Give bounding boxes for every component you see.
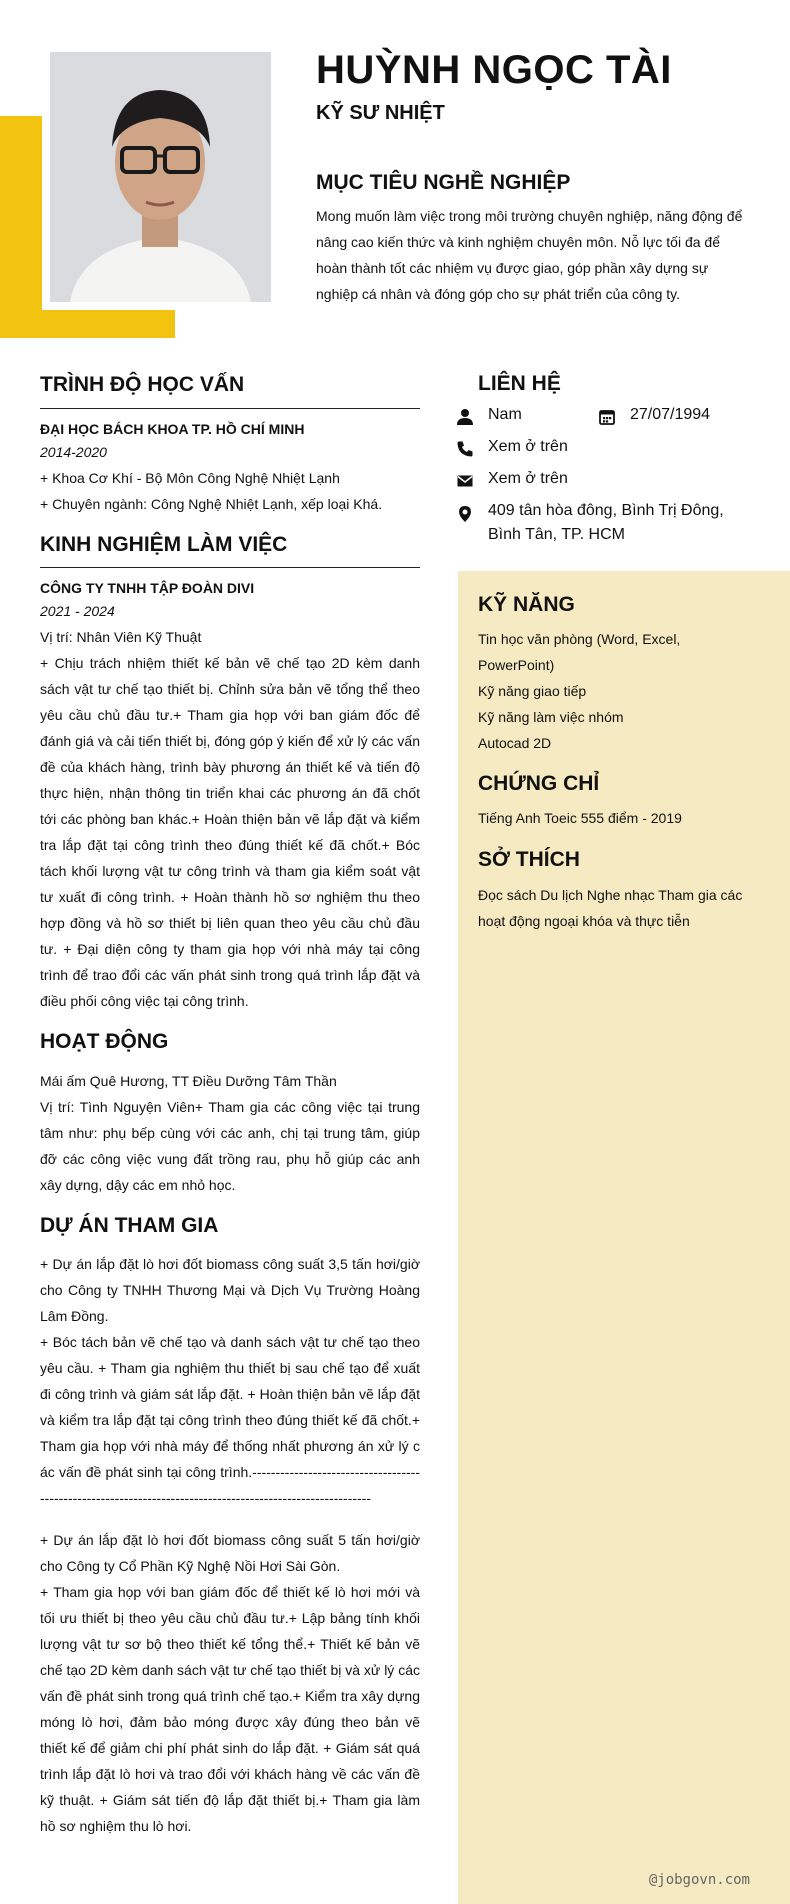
sidebar-panel <box>458 571 790 1904</box>
education-detail-2: + Chuyên ngành: Công Nghệ Nhiệt Lạnh, xếp loại Khá. <box>40 496 383 512</box>
experience-position: Vị trí: Nhân Viên Kỹ Thuật <box>40 629 202 645</box>
contact-gender: Nam <box>488 406 522 423</box>
education-heading: TRÌNH ĐỘ HỌC VẤN <box>40 373 245 396</box>
project-1-title: + Dự án lắp đặt lò hơi đốt biomass công suất 3,5 tấn hơi/giờ cho Công ty TNHH Thương Mại và Dịch Vụ Trường Hoàng Lâm Đồng. <box>40 1256 420 1324</box>
objective-heading: MỤC TIÊU NGHỀ NGHIỆP <box>316 171 571 194</box>
contact-phone: Xem ở trên <box>488 438 568 455</box>
watermark: @jobgovn.com <box>648 1872 750 1888</box>
activities-org: Mái ấm Quê Hương, TT Điều Dưỡng Tâm Thần <box>40 1073 337 1089</box>
projects-heading: DỰ ÁN THAM GIA <box>40 1214 219 1237</box>
mail-icon <box>456 472 474 490</box>
activities-heading: HOẠT ĐỘNG <box>40 1030 169 1053</box>
education-detail-1: + Khoa Cơ Khí - Bộ Môn Công Nghệ Nhiệt Lạnh <box>40 470 340 486</box>
accent-block <box>0 116 42 338</box>
activities-description: Vị trí: Tình Nguyện Viên+ Tham gia các công việc tại trung tâm như: phụ bếp cùng với các anh, chị tại trung tâm, giúp đỡ các công việc vung đất trồng rau, phụ hỗ giúp các anh xây dựng, dậy các em nhỏ học. <box>40 1099 420 1193</box>
education-period: 2014-2020 <box>40 444 107 460</box>
candidate-name: HUỲNH NGỌC TÀI <box>316 48 672 92</box>
divider <box>40 567 420 568</box>
project-2-title: + Dự án lắp đặt lò hơi đốt biomass công suất 5 tấn hơi/giờ cho Công ty Cổ Phần Kỹ Nghệ Nồi Hơi Sài Gòn. <box>40 1532 420 1574</box>
contact-email: Xem ở trên <box>488 470 568 487</box>
skills-heading: KỸ NĂNG <box>478 593 575 616</box>
location-pin-icon <box>456 505 474 523</box>
certificate-item: Tiếng Anh Toeic 555 điểm - 2019 <box>478 810 682 826</box>
certificates-heading: CHỨNG CHỈ <box>478 772 600 795</box>
contact-address: 409 tân hòa đông, Bình Trị Đông, Bình Tân, TP. HCM <box>488 502 724 543</box>
accent-bar <box>0 310 175 338</box>
contact-heading: LIÊN HỆ <box>478 372 561 395</box>
calendar-icon <box>598 408 616 426</box>
skills-list <box>478 626 718 756</box>
experience-description: + Chịu trách nhiệm thiết kế bản vẽ chế tạo 2D kèm danh sách vật tư chế tạo thiết bị. Chỉnh sửa bản vẽ tổng thể theo yêu cầu chủ đầu tư.+ Tham gia họp với ban giám đốc để đánh giá và cải tiến thiết bị, đóng góp ý kiến để xử lý các vấn đề của khách hàng, trình bày phương án thiết kế và tiến độ thực hiện, nhận thông tin triển khai các phương án đã chốt tới các phòng ban khác.+ Hoàn thiện bản vẽ lắp đặt và kiểm tra lắp đặt tại công trình theo đúng thiết kế đã chốt.+ Bóc tách khối lượng vật tư công trình và tham gia kiểm soát vật tư xuất đi công trình. + Hoàn thành hồ sơ nghiệm thu theo hợp đồng và hồ sơ thiết bị liên quan theo yêu cầu chủ đầu tư. + Đại diện công ty tham gia họp với nhà máy tại công trình để trao đổi các vấn phát sinh trong quá trình lắp đặt và điều phối công việc tại công trình. <box>40 655 420 1009</box>
objective-text: Mong muốn làm việc trong môi trường chuyên nghiệp, năng động để nâng cao kiến thức và kinh nghiệm chuyên môn. Nỗ lực tối đa để hoàn thành tốt các nhiệm vụ được giao, góp phần xây dựng sự nghiệp cá nhân và đóng góp cho sự phát triển của công ty. <box>316 208 743 302</box>
project-2-detail: + Tham gia họp với ban giám đốc để thiết kế lò hơi mới và tối ưu thiết bị theo yêu cầu chủ đầu tư.+ Lập bảng tính khối lượng vật tư sơ bộ theo thiết kế tổng thể.+ Thiết kế bản vẽ chế tạo 2D kèm danh sách vật tư chế tạo thiết bị và xử lý các vấn đề phát sinh trong quá trình chế tạo.+ Kiểm tra xây dựng móng lò hơi, đảm bảo móng được xây đúng theo bản vẽ thiết kế để giảm chi phí phát sinh do lắp đặt. + Giám sát quá trình lắp đặt lò hơi và trao đổi với khách hàng về các vấn đề kỹ thuật. + Giám sát tiến độ lắp đặt thiết bị.+ Tham gia làm hồ sơ nghiệm thu lò hơi. <box>40 1584 420 1834</box>
experience-company: CÔNG TY TNHH TẬP ĐOÀN DIVI <box>40 580 255 596</box>
skill-item: Kỹ năng làm việc nhóm <box>478 709 624 725</box>
education-school: ĐẠI HỌC BÁCH KHOA TP. HỒ CHÍ MINH <box>40 421 305 437</box>
experience-heading: KINH NGHIỆM LÀM VIỆC <box>40 533 288 556</box>
contact-birthday: 27/07/1994 <box>630 406 711 423</box>
hobbies-heading: SỞ THÍCH <box>478 848 580 871</box>
skill-item: Kỹ năng giao tiếp <box>478 683 587 699</box>
skill-item: Autocad 2D <box>478 735 552 751</box>
experience-period: 2021 - 2024 <box>40 603 115 619</box>
project-1-detail: + Bóc tách bản vẽ chế tạo và danh sách vật tư chế tạo theo yêu cầu. + Tham gia nghiệm thu thiết bị sau chế tạo để xuất đi công trình và giám sát lắp đặt. + Hoàn thiện bản vẽ lắp đặt và kiểm tra lắp đặt tại công trình theo đúng thiết kế đã chốt.+ Tham gia họp với nhà máy để thống nhất phương án xử lý các vấn đề phát sinh tại công trình.----------------------------------------------------------------------------------------------------------- <box>40 1334 420 1506</box>
user-icon <box>456 408 474 426</box>
profile-photo <box>50 52 271 302</box>
phone-icon <box>456 440 474 458</box>
skill-item: Tin học văn phòng (Word, Excel, PowerPoint) <box>478 631 681 673</box>
job-title: KỸ SƯ NHIỆT <box>316 102 445 124</box>
hobbies-text: Đọc sách Du lịch Nghe nhạc Tham gia các hoạt động ngoại khóa và thực tiễn <box>478 887 743 929</box>
divider <box>40 408 420 409</box>
